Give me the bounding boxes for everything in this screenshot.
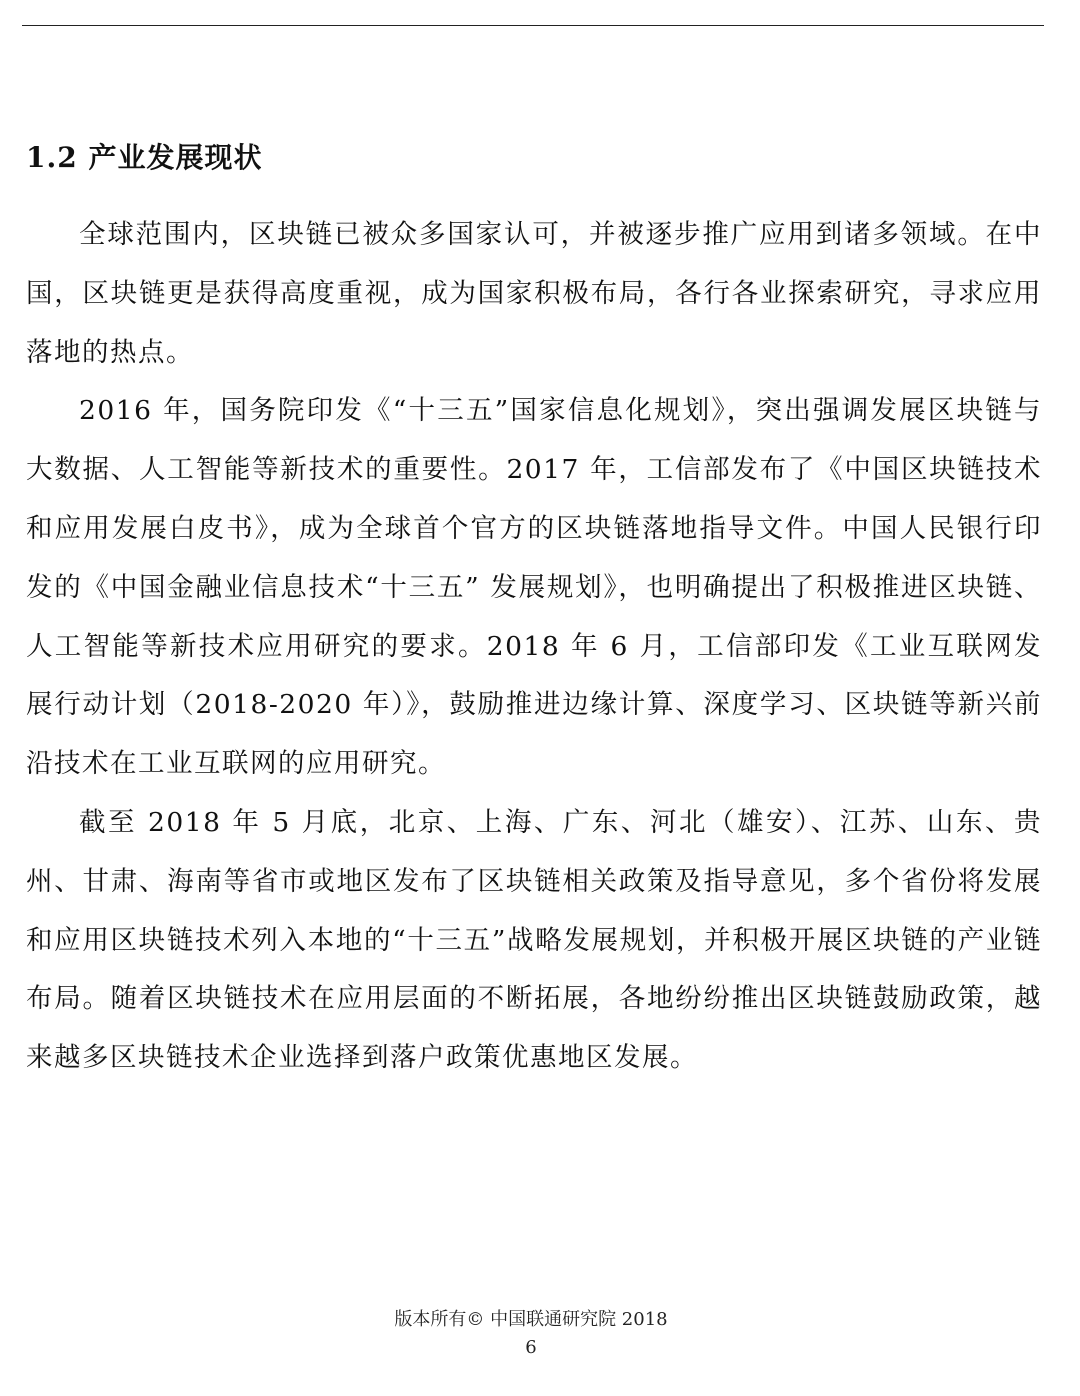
footer-copyright: 版本所有© 中国联通研究院 2018 [394, 1309, 668, 1330]
paragraph-regional-policy: 截至 2018 年 5 月底，北京、上海、广东、河北（雄安）、江苏、山东、贵州、甘肃、海南等省市或地区发布了区块链相关政策及指导意见，多个省份将发展和应用区块链技术列入本地的“十三五”战略发展规划，并积极开展区块链的产业链布局。随着区块链技术在应用层面的不断拓展，各地纷纷推出区块链鼓励政策，越来越多区块链技术企业选择到落户政策优惠地区发展。 [26, 806, 1042, 1074]
page-number: 6 [525, 1337, 537, 1358]
header-rule [22, 25, 1044, 26]
paragraph-national-policy: 2016 年，国务院印发《“十三五”国家信息化规划》，突出强调发展区块链与大数据、人工智能等新技术的重要性。2017 年，工信部发布了《中国区块链技术和应用发展白皮书》，成为全球首个官方的区块链落地指导文件。中国人民银行印发的《中国金融业信息技术“十三五” 发展规划》，也明确提出了积极推进区块链、人工智能等新技术应用研究的要求。2018 年 6 月，工信部印发《工业互联网发展行动计划（2018-2020 年）》，鼓励推进边缘计算、深度学习、区块链等新兴前沿技术在工业互联网的应用研究。 [26, 395, 1042, 780]
body-text [26, 206, 1042, 1088]
section-title: 1.2 产业发展现状 [26, 141, 263, 174]
page-footer [0, 1306, 1062, 1362]
paragraph-overview: 全球范围内，区块链已被众多国家认可，并被逐步推广应用到诸多领域。在中国，区块链更是获得高度重视，成为国家积极布局，各行各业探索研究，寻求应用落地的热点。 [26, 219, 1042, 368]
